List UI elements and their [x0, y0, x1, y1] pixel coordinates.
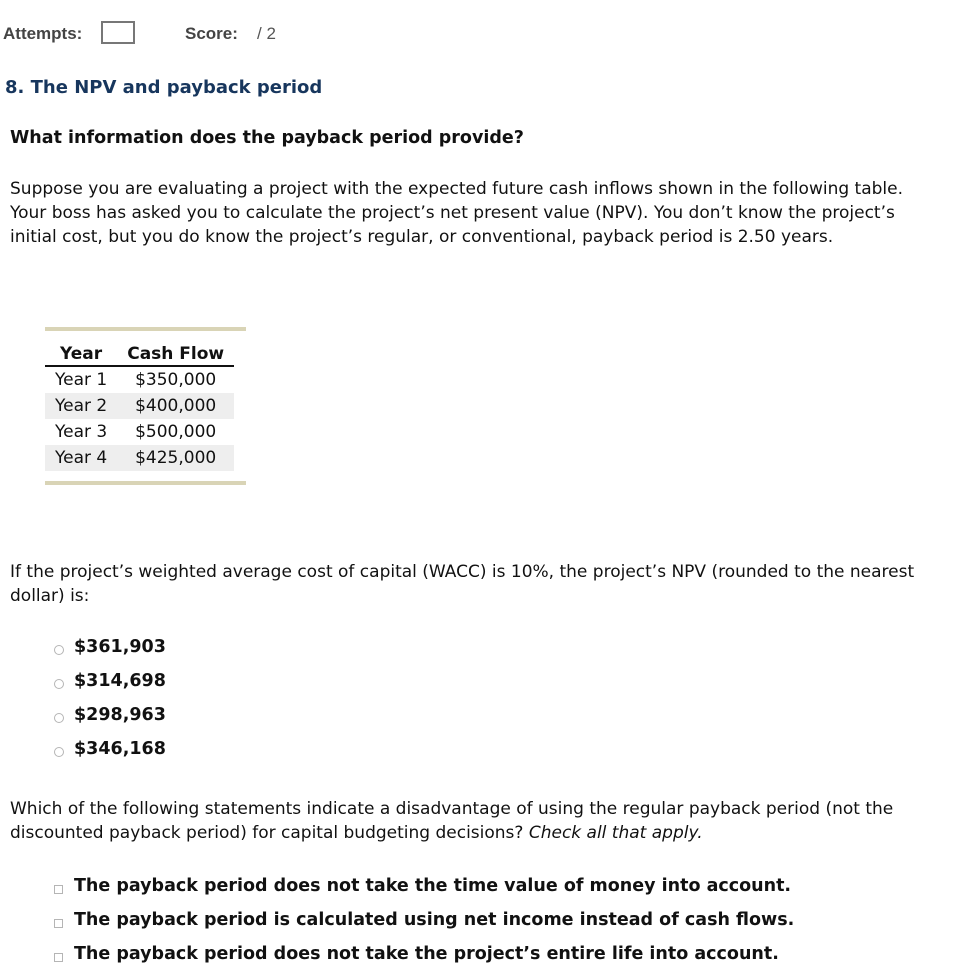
disadvantage-option[interactable]	[54, 903, 794, 937]
disadvantage-prompt-text: Which of the following statements indicate a disadvantage of using the regular payback period (not the discounted payback period) for capital budgeting decisions?	[10, 799, 894, 843]
question-subheading: What information does the payback period provide?	[10, 128, 524, 148]
npv-options	[54, 630, 166, 766]
attempts-score-bar	[0, 0, 964, 60]
checkbox-icon[interactable]	[54, 919, 63, 928]
radio-button-icon[interactable]	[54, 747, 64, 757]
year-cell: Year 3	[55, 422, 108, 442]
checkbox-icon[interactable]	[54, 885, 63, 894]
question-intro: Suppose you are evaluating a project with the expected future cash inflows shown in the following table. Your boss has asked you to calculate the project’s net present value (NPV). You don’t know the project’s initial cost, but you do know the project’s regular, or conventional, payback period is 2.50 years.	[10, 179, 904, 247]
radio-button-icon[interactable]	[54, 713, 64, 723]
cash-flow-cell: $350,000	[135, 370, 217, 390]
score-label: Score:	[185, 24, 238, 43]
column-header-year: Year	[45, 341, 117, 366]
check-all-instruction: Check all that apply.	[528, 823, 703, 843]
cash-flow-cell: $500,000	[135, 422, 217, 442]
npv-option-label[interactable]: $361,903	[74, 637, 166, 657]
npv-question-prompt: If the project’s weighted average cost of capital (WACC) is 10%, the project’s NPV (rounded to the nearest dollar) is:	[10, 562, 915, 606]
radio-button-icon[interactable]	[54, 679, 64, 689]
disadvantage-option-label[interactable]: The payback period does not take the project’s entire life into account.	[74, 944, 779, 964]
npv-option[interactable]	[54, 664, 166, 698]
cash-flow-table	[45, 341, 234, 471]
year-cell: Year 1	[55, 370, 108, 390]
table-row	[45, 419, 234, 445]
table-row	[45, 393, 234, 419]
npv-option-label[interactable]: $314,698	[74, 671, 166, 691]
cash-flow-cell: $425,000	[117, 445, 234, 471]
table-row	[45, 366, 234, 393]
cash-flow-cell: $400,000	[117, 393, 234, 419]
disadvantage-option-label[interactable]: The payback period does not take the time value of money into account.	[74, 876, 792, 896]
disadvantage-option[interactable]	[54, 937, 794, 971]
npv-option[interactable]	[54, 630, 166, 664]
disadvantage-option[interactable]	[54, 869, 794, 903]
disadvantage-options	[54, 869, 794, 971]
radio-button-icon[interactable]	[54, 645, 64, 655]
column-header-cash-flow: Cash Flow	[117, 341, 234, 366]
score-value: / 2	[257, 24, 276, 43]
npv-option-label[interactable]: $298,963	[74, 705, 166, 725]
table-row	[45, 445, 234, 471]
npv-option-label[interactable]: $346,168	[74, 739, 166, 759]
disadvantage-question-prompt	[10, 797, 930, 845]
npv-option[interactable]	[54, 698, 166, 732]
npv-option[interactable]	[54, 732, 166, 766]
disadvantage-option-label[interactable]: The payback period is calculated using net income instead of cash flows.	[74, 910, 795, 930]
question-title: 8. The NPV and payback period	[5, 77, 323, 98]
attempts-field[interactable]	[101, 21, 135, 44]
checkbox-icon[interactable]	[54, 953, 63, 962]
attempts-label: Attempts:	[3, 24, 83, 43]
year-cell: Year 2	[45, 393, 117, 419]
cash-flow-table-container	[45, 327, 246, 485]
year-cell: Year 4	[45, 445, 117, 471]
